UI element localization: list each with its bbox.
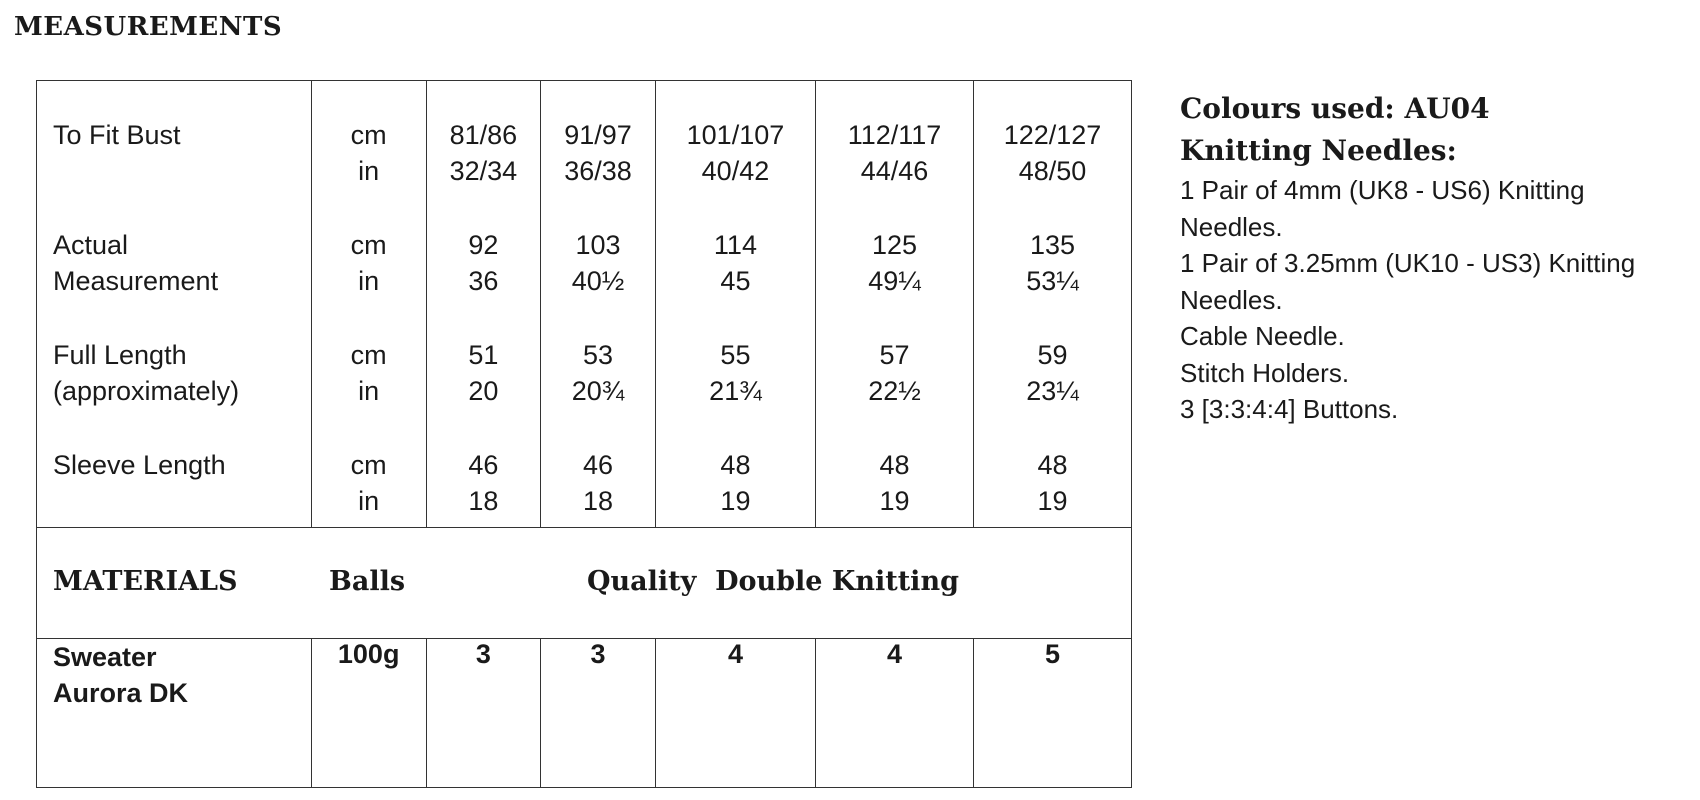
- size-value: 40½: [571, 266, 625, 296]
- quality-label: Quality Double Knitting: [587, 566, 959, 597]
- size-value: 53¼: [1026, 266, 1079, 296]
- size-value: 22½: [868, 376, 921, 406]
- balls-label: Balls: [329, 566, 406, 597]
- yarn-garment: Sweater: [53, 642, 157, 672]
- size-value: 32/34: [449, 156, 518, 186]
- size-column-5: [973, 81, 1131, 528]
- size-value: 51: [468, 340, 499, 370]
- row-label-bust: [37, 117, 311, 227]
- size-value: 48: [720, 450, 751, 480]
- size-column-3: [655, 81, 815, 528]
- size-value: 53: [583, 340, 614, 370]
- size-value: 114: [713, 230, 757, 260]
- size-value: 36: [468, 266, 499, 296]
- size-value: 20: [468, 376, 499, 406]
- yarn-row: [37, 639, 1132, 788]
- needles-item: 3 [3:3:4:4] Buttons.: [1180, 394, 1399, 424]
- size-value: 48: [879, 450, 910, 480]
- size-column-2: [541, 81, 656, 528]
- size-value: 19: [720, 486, 751, 516]
- label-line: Full Length: [53, 340, 187, 370]
- page-title: MEASUREMENTS: [14, 12, 283, 42]
- row-label-actual: [37, 227, 311, 337]
- size-value: 23¼: [1026, 376, 1079, 406]
- size-value: 92: [468, 230, 499, 260]
- materials-title: MATERIALS: [53, 566, 238, 597]
- yarn-count: 4: [655, 639, 815, 788]
- label-line: Sleeve Length: [53, 450, 226, 480]
- unit-in: in: [358, 486, 380, 516]
- size-value: 18: [583, 486, 614, 516]
- size-value: 81/86: [449, 120, 518, 150]
- needles-item: 1 Pair of 4mm (UK8 - US6) Knitting: [1180, 175, 1585, 205]
- measurements-row: [37, 81, 1132, 528]
- size-value: 46: [468, 450, 499, 480]
- size-value: 19: [879, 486, 910, 516]
- size-column-1: [426, 81, 541, 528]
- side-notes: [1180, 88, 1690, 428]
- size-value: 112/117: [847, 120, 942, 150]
- row-label-sleeve: [37, 447, 311, 527]
- materials-row: [37, 528, 1132, 639]
- yarn-count: 5: [973, 639, 1131, 788]
- yarn-count: 3: [541, 639, 656, 788]
- size-value: 45: [720, 266, 751, 296]
- size-value: 18: [468, 486, 499, 516]
- label-line: Measurement: [53, 266, 219, 296]
- size-value: 135: [1029, 230, 1076, 260]
- unit-in: in: [358, 266, 380, 296]
- size-value: 103: [575, 230, 621, 260]
- size-value: 125: [871, 230, 918, 260]
- size-value: 91/97: [564, 120, 632, 150]
- colours-used: Colours used: AU04: [1180, 92, 1490, 125]
- unit-cm: cm: [350, 450, 387, 480]
- unit-in: in: [358, 156, 380, 186]
- measurements-table: [36, 80, 1132, 788]
- size-value: 40/42: [701, 156, 770, 186]
- unit-cm: cm: [350, 230, 387, 260]
- unit-cm: cm: [350, 340, 387, 370]
- size-column-4: [816, 81, 974, 528]
- size-value: 101/107: [686, 120, 785, 150]
- size-value: 21¾: [709, 376, 762, 406]
- yarn-label-cell: [37, 639, 312, 788]
- size-value: 49¼: [868, 266, 921, 296]
- label-line: To Fit Bust: [53, 120, 181, 150]
- label-line: Actual: [53, 230, 129, 260]
- unit-column: [311, 81, 426, 528]
- yarn-count: 4: [816, 639, 974, 788]
- unit-in: in: [358, 376, 380, 406]
- size-value: 19: [1037, 486, 1068, 516]
- needles-item: Needles.: [1180, 211, 1283, 242]
- needles-item: Needles.: [1180, 284, 1283, 315]
- yarn-weight: 100g: [311, 639, 426, 788]
- needles-item: Cable Needle.: [1180, 321, 1345, 351]
- materials-header-cell: [37, 528, 1132, 639]
- size-value: 55: [720, 340, 751, 370]
- label-column: [37, 81, 312, 528]
- unit-cm: cm: [350, 120, 387, 150]
- needles-item: Stitch Holders.: [1180, 357, 1350, 388]
- size-value: 36/38: [564, 156, 632, 186]
- yarn-name: Aurora DK: [53, 678, 189, 708]
- label-line: (approximately): [53, 376, 240, 406]
- size-value: 20¾: [571, 376, 625, 406]
- size-value: 59: [1037, 340, 1068, 370]
- row-label-length: [37, 337, 311, 447]
- size-value: 44/46: [860, 156, 929, 186]
- needles-title: Knitting Needles:: [1180, 134, 1457, 167]
- yarn-count: 3: [426, 639, 541, 788]
- needles-item: 1 Pair of 3.25mm (UK10 - US3) Knitting: [1180, 248, 1636, 278]
- size-value: 122/127: [1003, 120, 1102, 150]
- size-value: 57: [879, 340, 910, 370]
- size-value: 48/50: [1018, 156, 1087, 186]
- size-value: 48: [1037, 450, 1068, 480]
- size-value: 46: [583, 450, 614, 480]
